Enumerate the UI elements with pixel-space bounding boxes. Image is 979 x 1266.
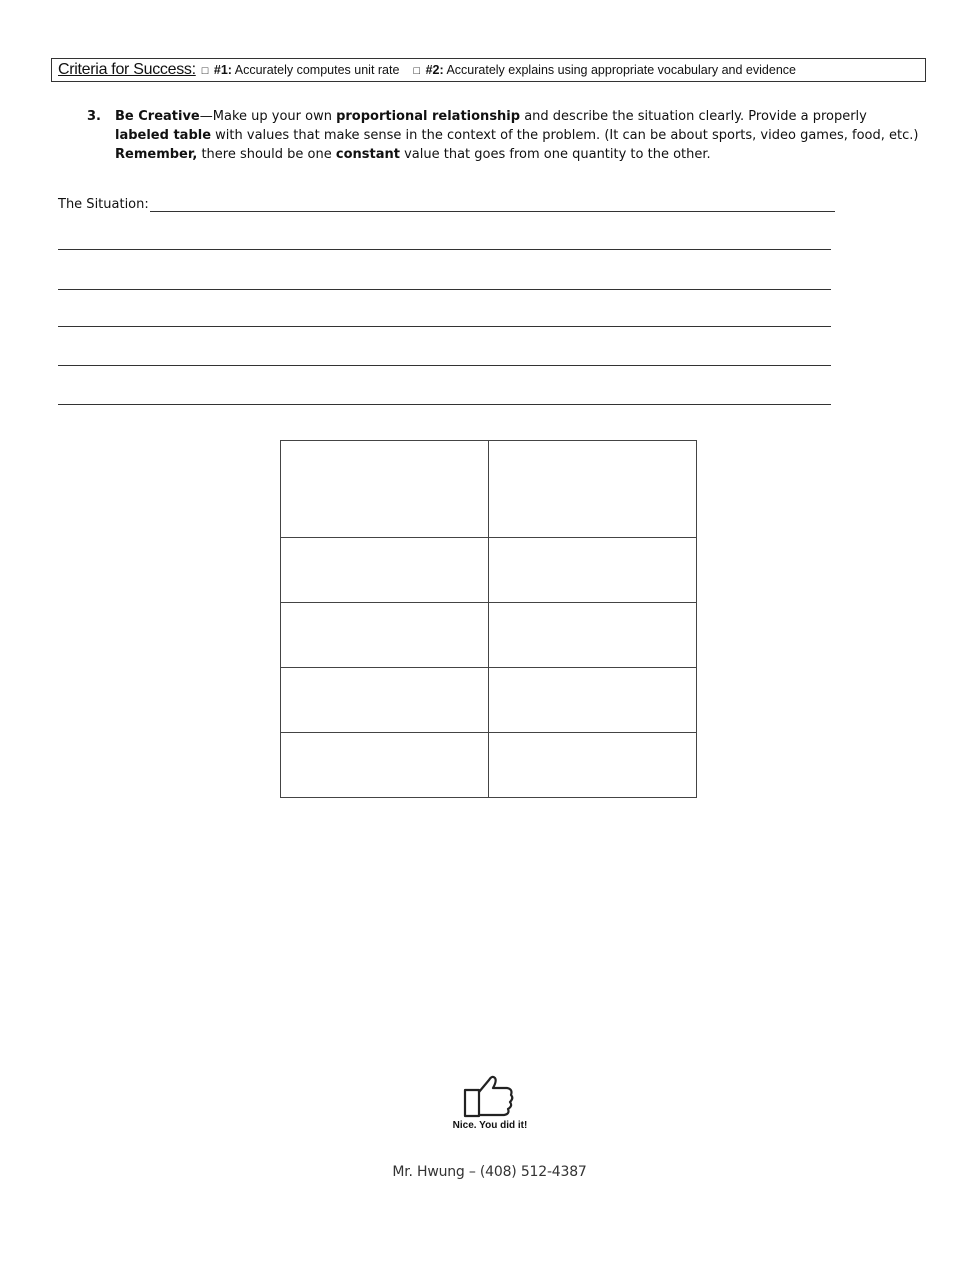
table-cell[interactable] (281, 538, 489, 603)
question-text-part: —Make up your own (199, 109, 337, 124)
footer-contact: Mr. Hwung – (408) 512-4387 (392, 1164, 587, 1180)
question-text (115, 107, 922, 164)
question-text-part: Be Creative (115, 109, 200, 124)
criterion-1-label: #1: (213, 63, 232, 77)
question-text-part: and describe the situation clearly. Provide a properly (520, 109, 867, 124)
checkbox-icon[interactable]: □ (413, 65, 421, 77)
criteria-box (51, 58, 926, 82)
thumbs-up-icon (463, 1074, 517, 1118)
table-row (281, 538, 697, 603)
table-cell[interactable] (281, 603, 489, 668)
answer-line[interactable] (58, 249, 831, 250)
situation-label: The Situation: (58, 197, 149, 212)
table-row (281, 733, 697, 798)
question-text-part: constant (335, 147, 400, 162)
table-cell[interactable] (489, 668, 697, 733)
table-header-cell[interactable] (281, 441, 489, 538)
table-row (281, 603, 697, 668)
question-text-part: Remember, (115, 147, 198, 162)
question-text-part: with values that make sense in the context of the problem. (It can be about sports, video games, food, etc.) (211, 128, 919, 143)
table-header-cell[interactable] (489, 441, 697, 538)
answer-line[interactable] (58, 365, 831, 366)
criterion-2-text: Accurately explains using appropriate vocabulary and evidence (446, 63, 796, 77)
answer-line[interactable] (58, 289, 831, 290)
question-text-part: there should be one (197, 147, 336, 162)
answer-line[interactable] (58, 404, 831, 405)
situation-answer-line[interactable] (150, 211, 835, 212)
table-cell[interactable] (489, 603, 697, 668)
question-text-part: proportional relationship (336, 109, 521, 124)
blank-table (280, 440, 697, 798)
criterion-2-label: #2: (425, 63, 444, 77)
criterion-2 (413, 63, 796, 77)
table-cell[interactable] (281, 668, 489, 733)
criterion-1 (202, 63, 400, 77)
question-number: 3. (87, 109, 101, 124)
criteria-title: Criteria for Success: (58, 61, 196, 78)
thumbs-caption: Nice. You did it! (452, 1120, 528, 1131)
criterion-1-text: Accurately computes unit rate (234, 63, 400, 77)
table-cell[interactable] (489, 733, 697, 798)
table-cell[interactable] (489, 538, 697, 603)
checkbox-icon[interactable]: □ (201, 65, 209, 77)
table-row (281, 668, 697, 733)
table-cell[interactable] (281, 733, 489, 798)
question-3 (87, 107, 922, 164)
table-header-row (281, 441, 697, 538)
question-text-part: value that goes from one quantity to the other. (399, 147, 711, 162)
answer-line[interactable] (58, 326, 831, 327)
question-text-part: labeled table (115, 128, 212, 143)
